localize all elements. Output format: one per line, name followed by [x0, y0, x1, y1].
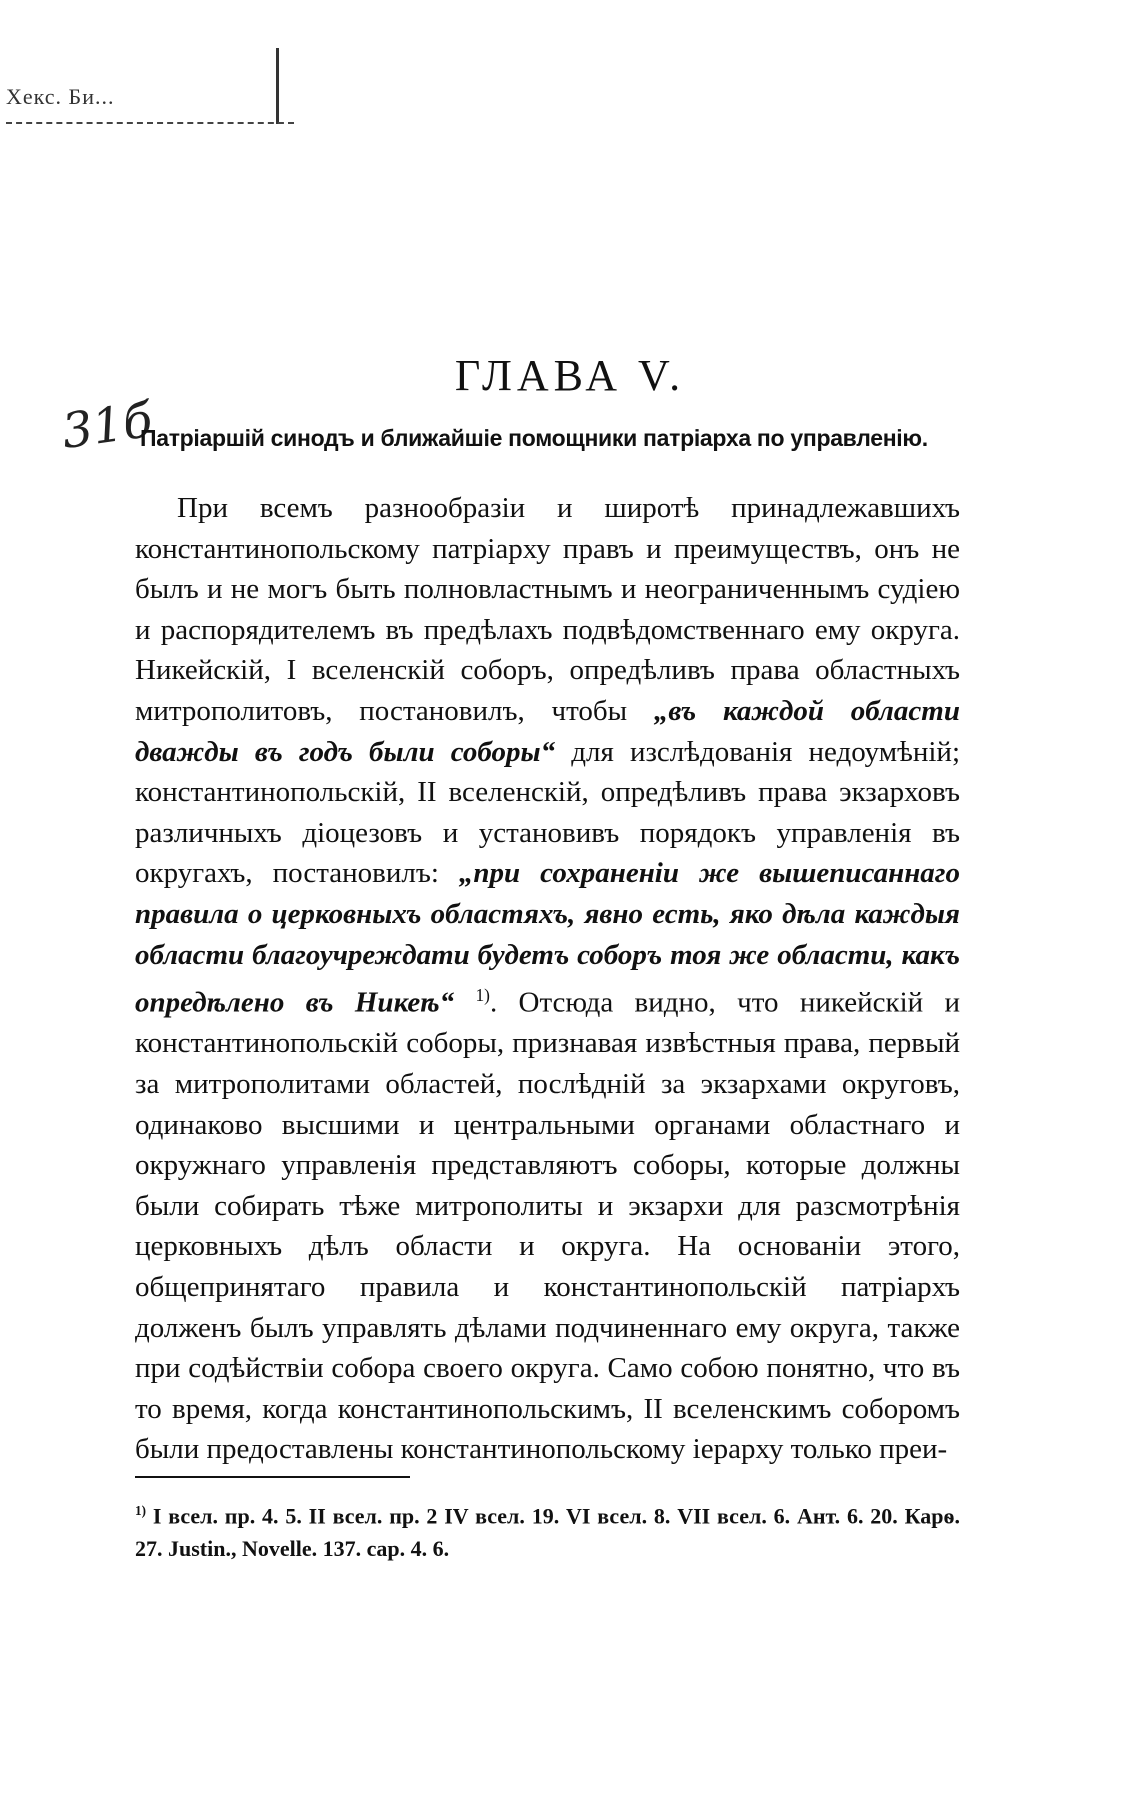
chapter-title: ГЛАВА V. [454, 351, 686, 400]
stamp-underline [6, 122, 294, 124]
body-text-part-1: При всемъ разнообразіи и широтѣ принадлежавшихъ константинопольскому патріарху правъ и преимуществъ, онъ не былъ и не могъ быть полновластнымъ и неограниченнымъ судіею и распорядителемъ въ предѣлахъ подвѣдомственнаго ему округа. Никейскій, I вселенскій соборъ, опредѣливъ права областныхъ митрополитовъ, постановилъ, чтобы [135, 492, 960, 727]
footnote-reference: 1) [475, 985, 490, 1006]
body-text-part-3: . Отсюда видно, что никейскій и константинопольскій соборы, признавая извѣстныя права, первый за митрополитами областей, послѣдній за экзархами округовъ, одинаково высшими и центральными органами областнаго и окружнаго управленія представляютъ соборы, которые должны были собирать тѣже митрополиты и экзархи для разсмотрѣнія церковныхъ дѣлъ области и округа. На основаніи этого, общепринятаго правила и константинопольскій патріархъ долженъ былъ управлять дѣлами подчиненнаго ему округа, также при содѣйствіи собора своего округа. Само собою понятно, что въ то время, когда константинопольскимъ, II вселенскимъ соборомъ были предоставлены константинопольскому іерарху только преи- [135, 986, 961, 1466]
footnote-marker: 1) [135, 1503, 146, 1518]
footnote-separator [135, 1476, 410, 1478]
quote-nicaea: „въ каждой области дважды въ годъ были соборы“ [135, 694, 960, 768]
footnote [135, 1494, 960, 1565]
handwritten-note: 31б [58, 391, 156, 461]
library-stamp: Хекс. Би... [6, 84, 115, 109]
chapter-subtitle: Патріаршій синодъ и ближайшіе помощники патріарха по управленію. [140, 425, 928, 451]
body-paragraph [135, 488, 960, 1470]
footnote-text: I всел. пр. 4. 5. II всел. пр. 2 IV всел. 19. VI всел. 8. VII всел. 6. Ант. 6. 20. Карѳ. 27. Justin., Novelle. 137. cap. 4. 6. [135, 1503, 961, 1562]
body-text-part-2: для изслѣдованія недоумѣній; константинопольскій, II вселенскій, опредѣливъ права экзарховъ различныхъ діоцезовъ и установивъ порядокъ управленія въ округахъ, постановилъ: [135, 735, 960, 890]
quote-constantinople: „при сохраненіи же вышеписаннаго правила о церковныхъ областяхъ, явно есть, яко дѣла каждыя области благоучреждати будетъ соборъ тоя же области, какъ опредѣлено въ Никеѣ“ [135, 857, 960, 1019]
stamp-border [276, 48, 279, 124]
